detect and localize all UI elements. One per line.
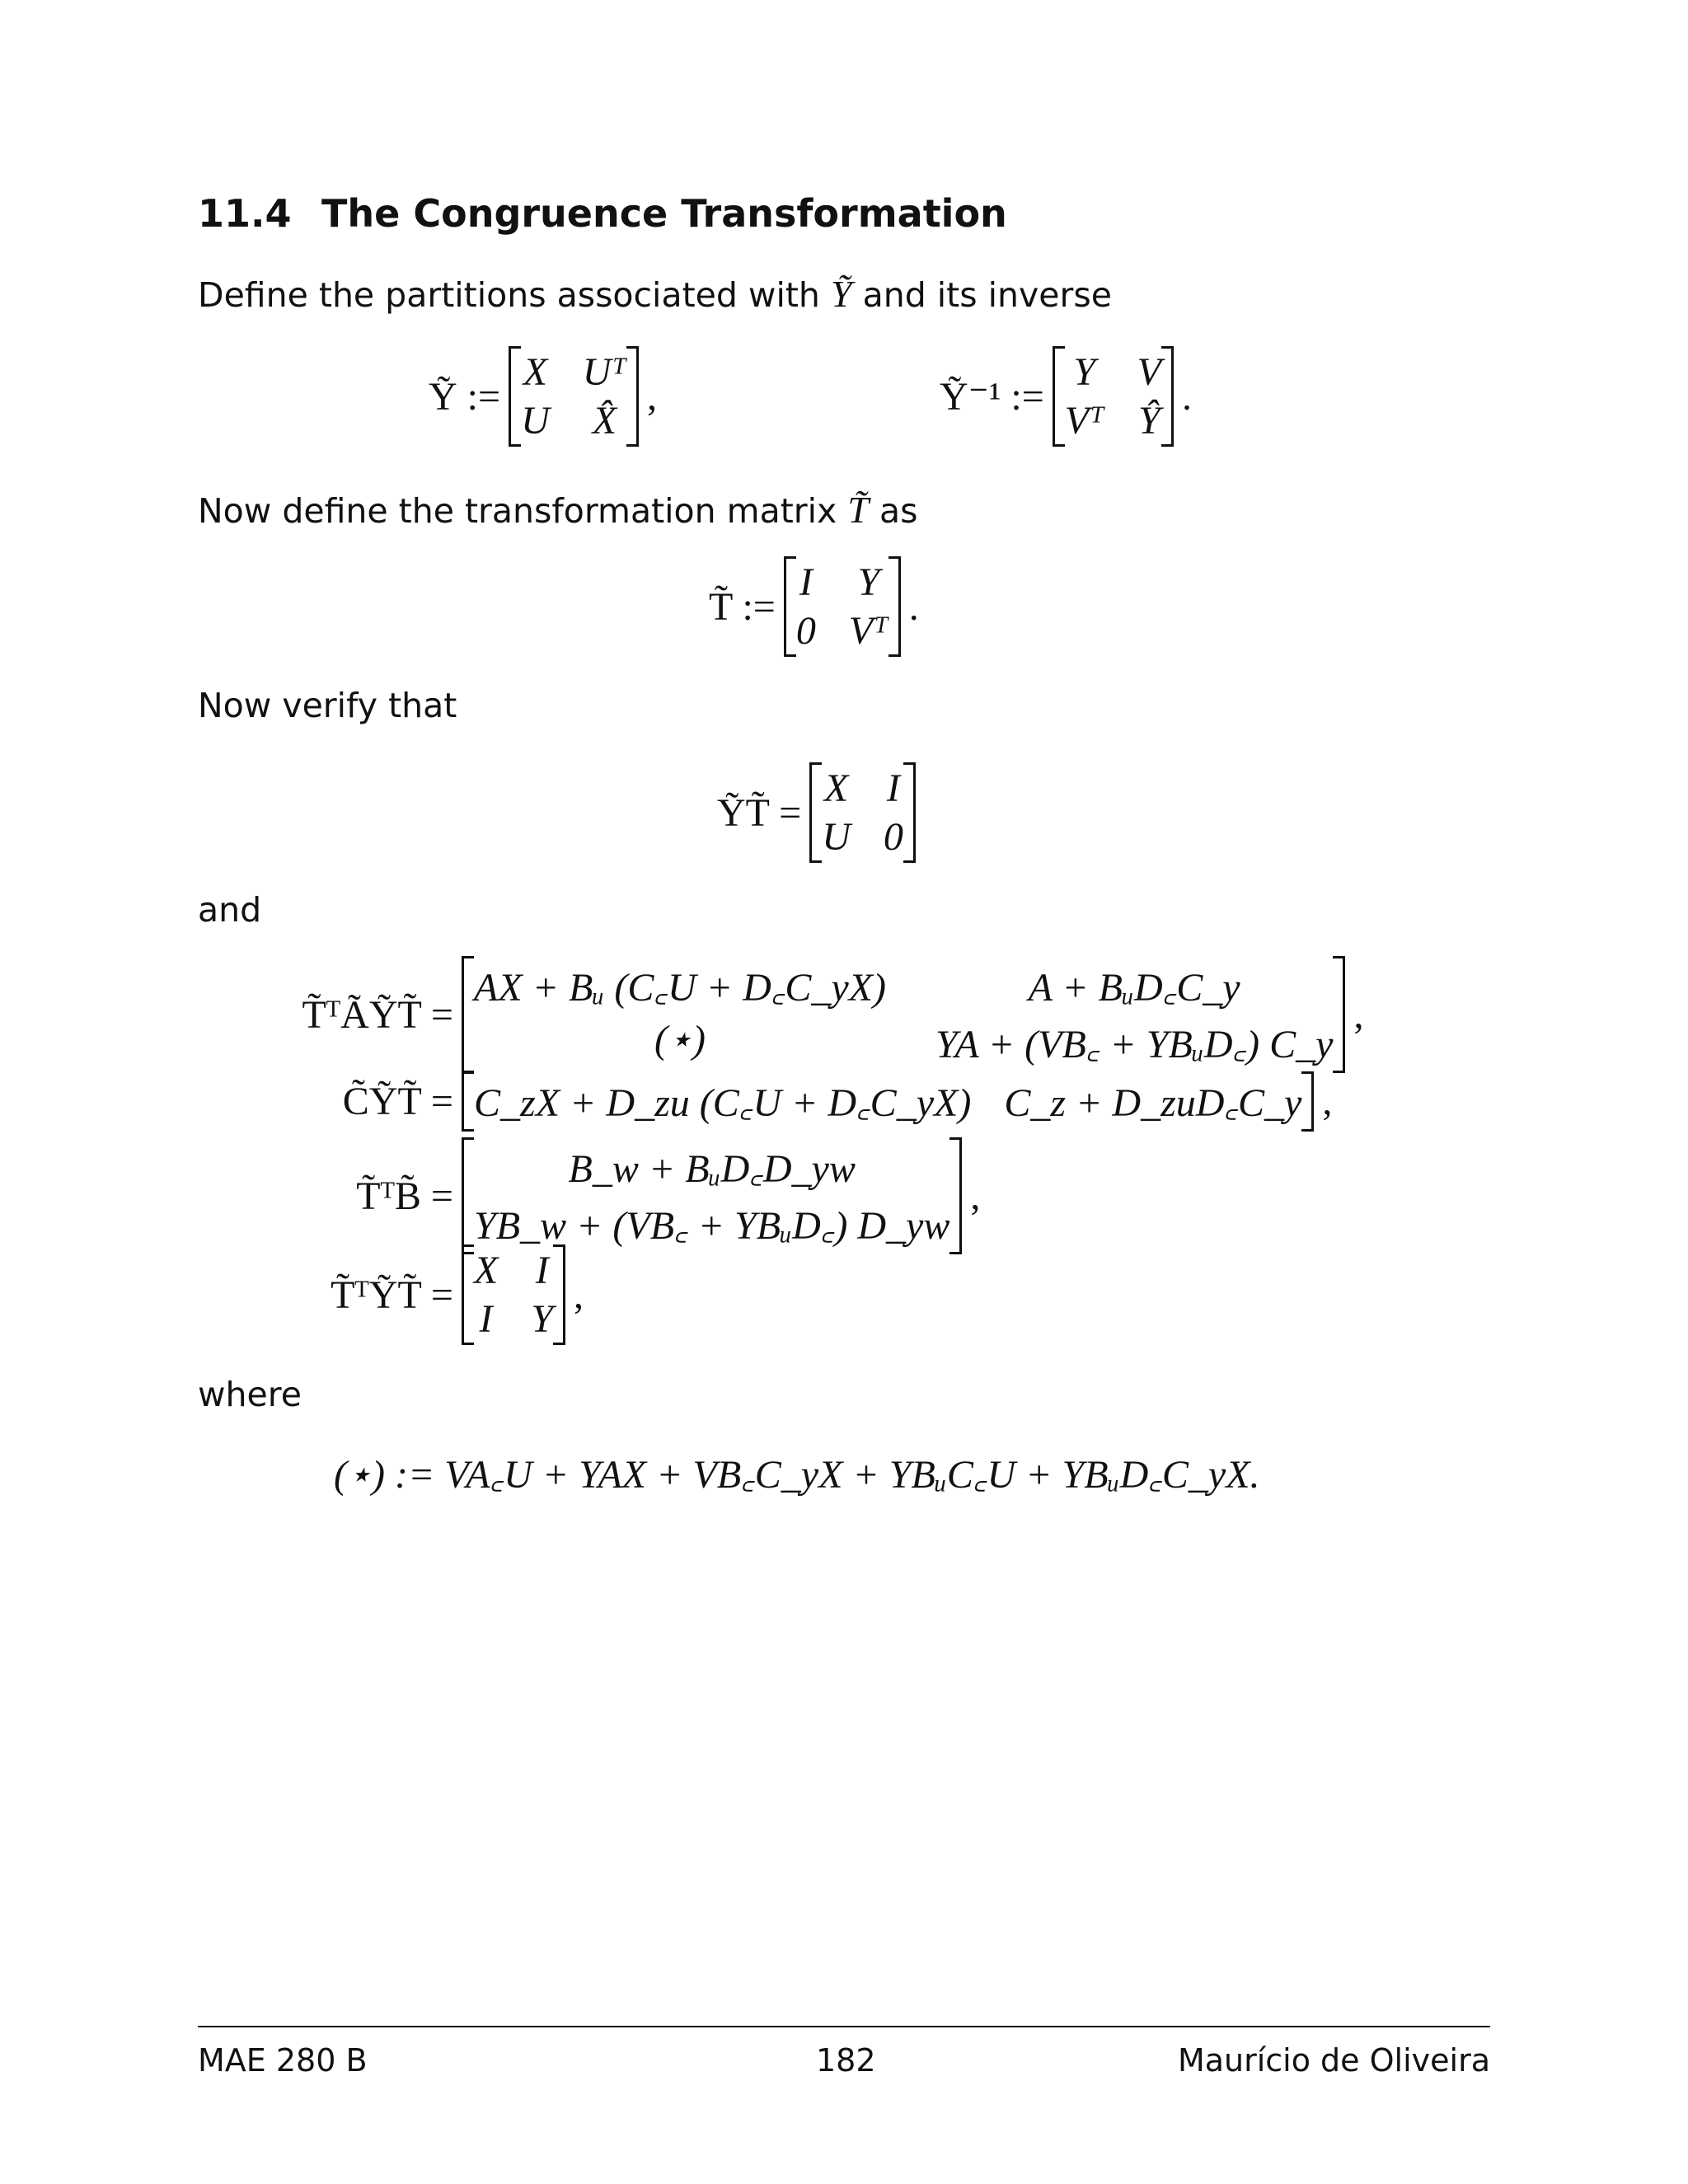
equation-block-row-1: T̃ᵀÃỸT̃ = AX + Bᵤ (C꜀U + D꜀C_yX) A + BᵤD꜀C_y (⋆) YA + (VB꜀ + YBᵤD꜀) C_y , (264, 956, 1363, 1073)
matrix: X Uᵀ U X̂ (509, 346, 639, 447)
footer-author: Maurício de Oliveira (1177, 2042, 1490, 2079)
matrix: AX + Bᵤ (C꜀U + D꜀C_yX) A + BᵤD꜀C_y (⋆) YA + (VB꜀ + YBᵤD꜀) C_y (462, 956, 1345, 1073)
paragraph-where: where (198, 1375, 302, 1414)
equation-y-t-product: ỸT̃ = X I U 0 (717, 762, 924, 863)
paragraph-transformation-matrix: Now define the transformation matrix T̃ as (198, 489, 918, 531)
footer-course: MAE 280 B (198, 2042, 368, 2079)
symbol-t-tilde: T̃ (847, 489, 869, 531)
matrix: Y V Vᵀ Ŷ (1053, 346, 1174, 447)
equation-block-row-2: C̃ỸT̃ = C_zX + D_zu (C꜀U + D꜀C_yX) C_z + D_zuD꜀C_y , (264, 1071, 1332, 1132)
equation-block-row-4: T̃ᵀỸT̃ = X I I Y , (264, 1244, 584, 1345)
matrix: X I U 0 (809, 762, 916, 863)
equation-star-definition: (⋆) := VA꜀U + YAX + VB꜀C_yX + YBᵤC꜀U + YBᵤD꜀C_yX. (334, 1453, 1260, 1497)
matrix: B_w + BᵤD꜀D_yw YB_w + (VB꜀ + YBᵤD꜀) D_yw (462, 1137, 962, 1254)
equation-y-tilde-inverse: Ỹ⁻¹ := Y V Vᵀ Ŷ . (940, 346, 1192, 447)
matrix: I Y 0 Vᵀ (784, 556, 901, 657)
section-number: 11.4 (198, 191, 292, 236)
matrix: X I I Y (462, 1244, 565, 1345)
equation-y-tilde: Ỹ := X Uᵀ U X̂ , (429, 346, 657, 447)
matrix: C_zX + D_zu (C꜀U + D꜀C_yX) C_z + D_zuD꜀C_y (462, 1071, 1314, 1132)
paragraph-verify: Now verify that (198, 686, 457, 725)
section-title: The Congruence Transformation (321, 191, 1007, 236)
paragraph-define-partitions: Define the partitions associated with Ỹ and its inverse (198, 273, 1112, 315)
footer-rule (198, 2026, 1490, 2027)
equation-block-row-3: T̃ᵀB̃ = B_w + BᵤD꜀D_yw YB_w + (VB꜀ + YBᵤD꜀) D_yw , (264, 1137, 980, 1254)
paragraph-and: and (198, 890, 262, 930)
footer-page-number: 182 (816, 2042, 876, 2079)
equation-t-tilde: T̃ := I Y 0 Vᵀ . (709, 556, 919, 657)
section-heading (198, 191, 1007, 236)
symbol-y-tilde: Ỹ (830, 273, 852, 315)
